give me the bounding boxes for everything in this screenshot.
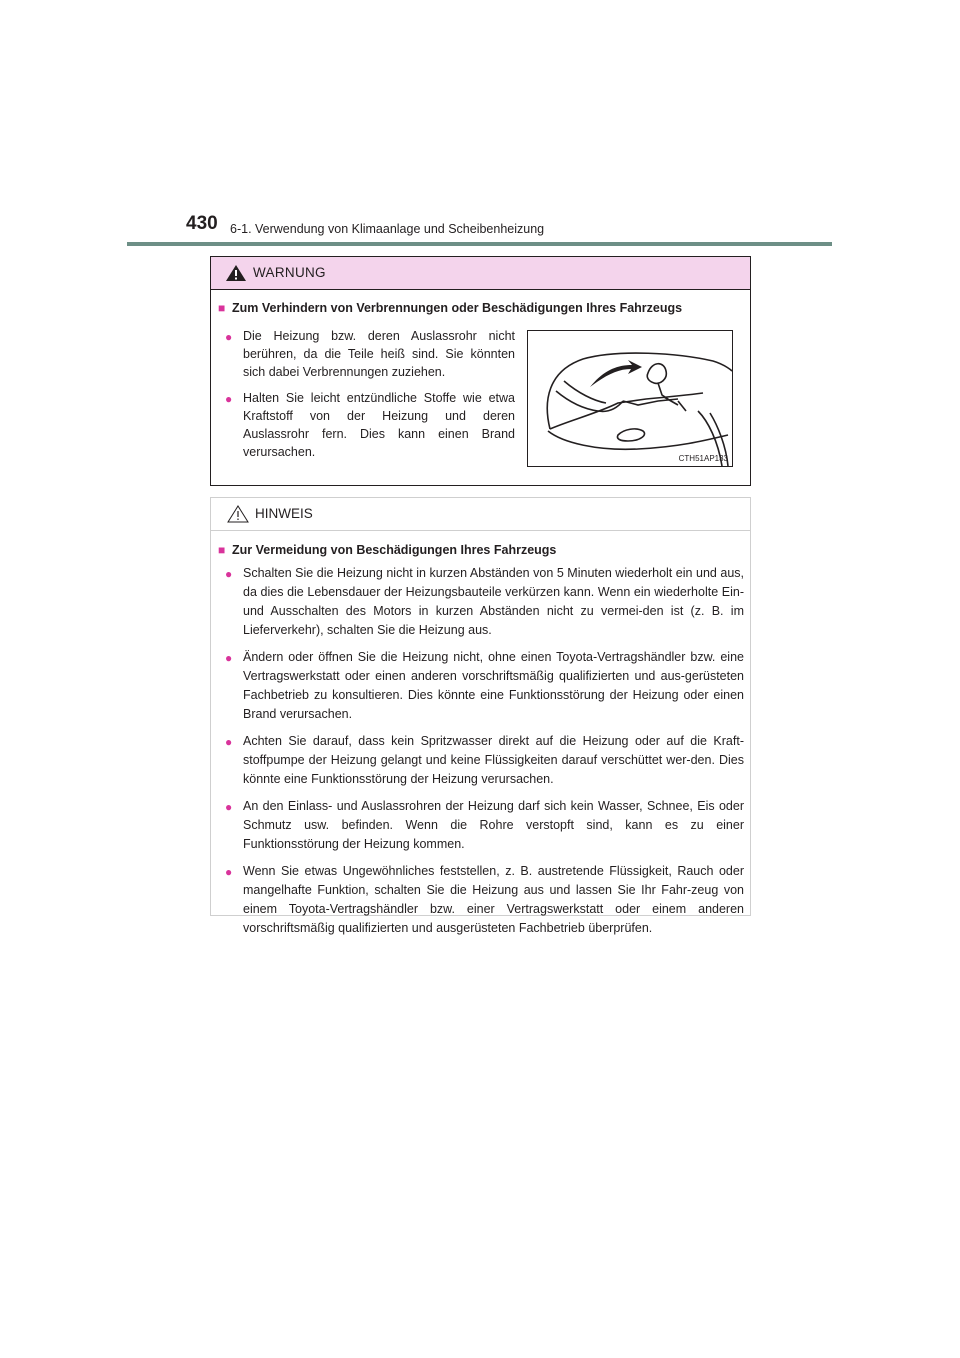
caution-triangle-icon	[227, 505, 249, 523]
list-item: ● Schalten Sie die Heizung nicht in kurzen Abständen von 5 Minuten wiederholt ein und aus, da dies die Lebensdauer der Heizungsbauteile verkürzen kann. Wenn ein wiederholte Ein- und Ausschalten des Motors in kurzen Abständen nicht zu vermei-den ist (z. B. im Lieferverkehr), schalten Sie die Heizung aus.	[225, 566, 744, 637]
warning-title: WARNUNG	[253, 265, 326, 280]
header-rule	[127, 242, 832, 246]
note-list	[225, 564, 744, 946]
warning-list	[225, 327, 515, 469]
round-bullet-icon: ●	[225, 865, 233, 879]
section-title: 6-1. Verwendung von Klimaanlage und Scheibenheizung	[230, 222, 545, 236]
list-item: ● Die Heizung bzw. deren Auslassrohr nicht berühren, da die Teile heiß sind. Sie könnten sich dabei Verbrennungen zuziehen.	[225, 329, 515, 379]
square-bullet-icon: ■	[218, 301, 226, 315]
square-bullet-icon: ■	[218, 543, 226, 557]
illustration-code: CTH51AP133	[678, 454, 728, 463]
note-title: HINWEIS	[255, 506, 313, 521]
list-item: ● Wenn Sie etwas Ungewöhnliches feststellen, z. B. austretende Flüssigkeit, Rauch oder mangelhafte Funktion, schalten Sie die Heizung aus und lassen Sie Ihr Fahr-zeug von einem Toyota-Vertragshändler bzw. einer Vertragswerkstatt oder einem anderen vorschriftsmäßig qualifizierten und ausgerüsteten Fachbetrieb überprüfen.	[225, 864, 744, 935]
car-hood-drawing	[528, 331, 732, 466]
round-bullet-icon: ●	[225, 330, 233, 344]
warning-heading: ■ Zum Verhindern von Verbrennungen oder Beschädigungen Ihres Fahrzeugs	[218, 301, 683, 315]
round-bullet-icon: ●	[225, 651, 233, 665]
list-item: ● An den Einlass- und Auslassrohren der Heizung darf sich kein Wasser, Schnee, Eis oder Schmutz usw. befinden. Wenn die Rohre verstopft sind, kann es zu einer Funktionsstörung der Heizung kommen.	[225, 799, 744, 851]
list-item: ● Ändern oder öffnen Sie die Heizung nicht, ohne einen Toyota-Vertragshändler bzw. eine Vertragswerkstatt oder einen anderen vorschriftsmäßig qualifizierten und aus-gerüsteten Fachbetrieb zu konsultieren. Dies könnte eine Funktionsstörung der Heizung oder einen Brand verursachen.	[225, 650, 744, 721]
note-box	[210, 497, 751, 935]
note-heading: ■ Zur Vermeidung von Beschädigungen Ihres Fahrzeugs	[218, 543, 557, 557]
round-bullet-icon: ●	[225, 392, 233, 406]
list-item: ● Achten Sie darauf, dass kein Spritzwasser direkt auf die Heizung oder auf die Kraft-stoffpumpe der Heizung gelangt und keine Flüssigkeiten darauf verschüttet wer-den. Dies könnte eine Funktionsstörung der Heizung verursachen.	[225, 734, 744, 786]
round-bullet-icon: ●	[225, 735, 233, 749]
note-header	[211, 498, 750, 531]
page-number: 430	[186, 213, 218, 234]
warning-box	[210, 256, 751, 486]
warning-triangle-icon	[225, 264, 247, 282]
car-front-illustration	[527, 330, 733, 467]
warning-header	[211, 257, 750, 290]
round-bullet-icon: ●	[225, 567, 233, 581]
list-item: ● Halten Sie leicht entzündliche Stoffe wie etwa Kraftstoff von der Heizung und deren Auslassrohr fern. Dies kann einen Brand verursachen.	[225, 391, 515, 459]
round-bullet-icon: ●	[225, 800, 233, 814]
